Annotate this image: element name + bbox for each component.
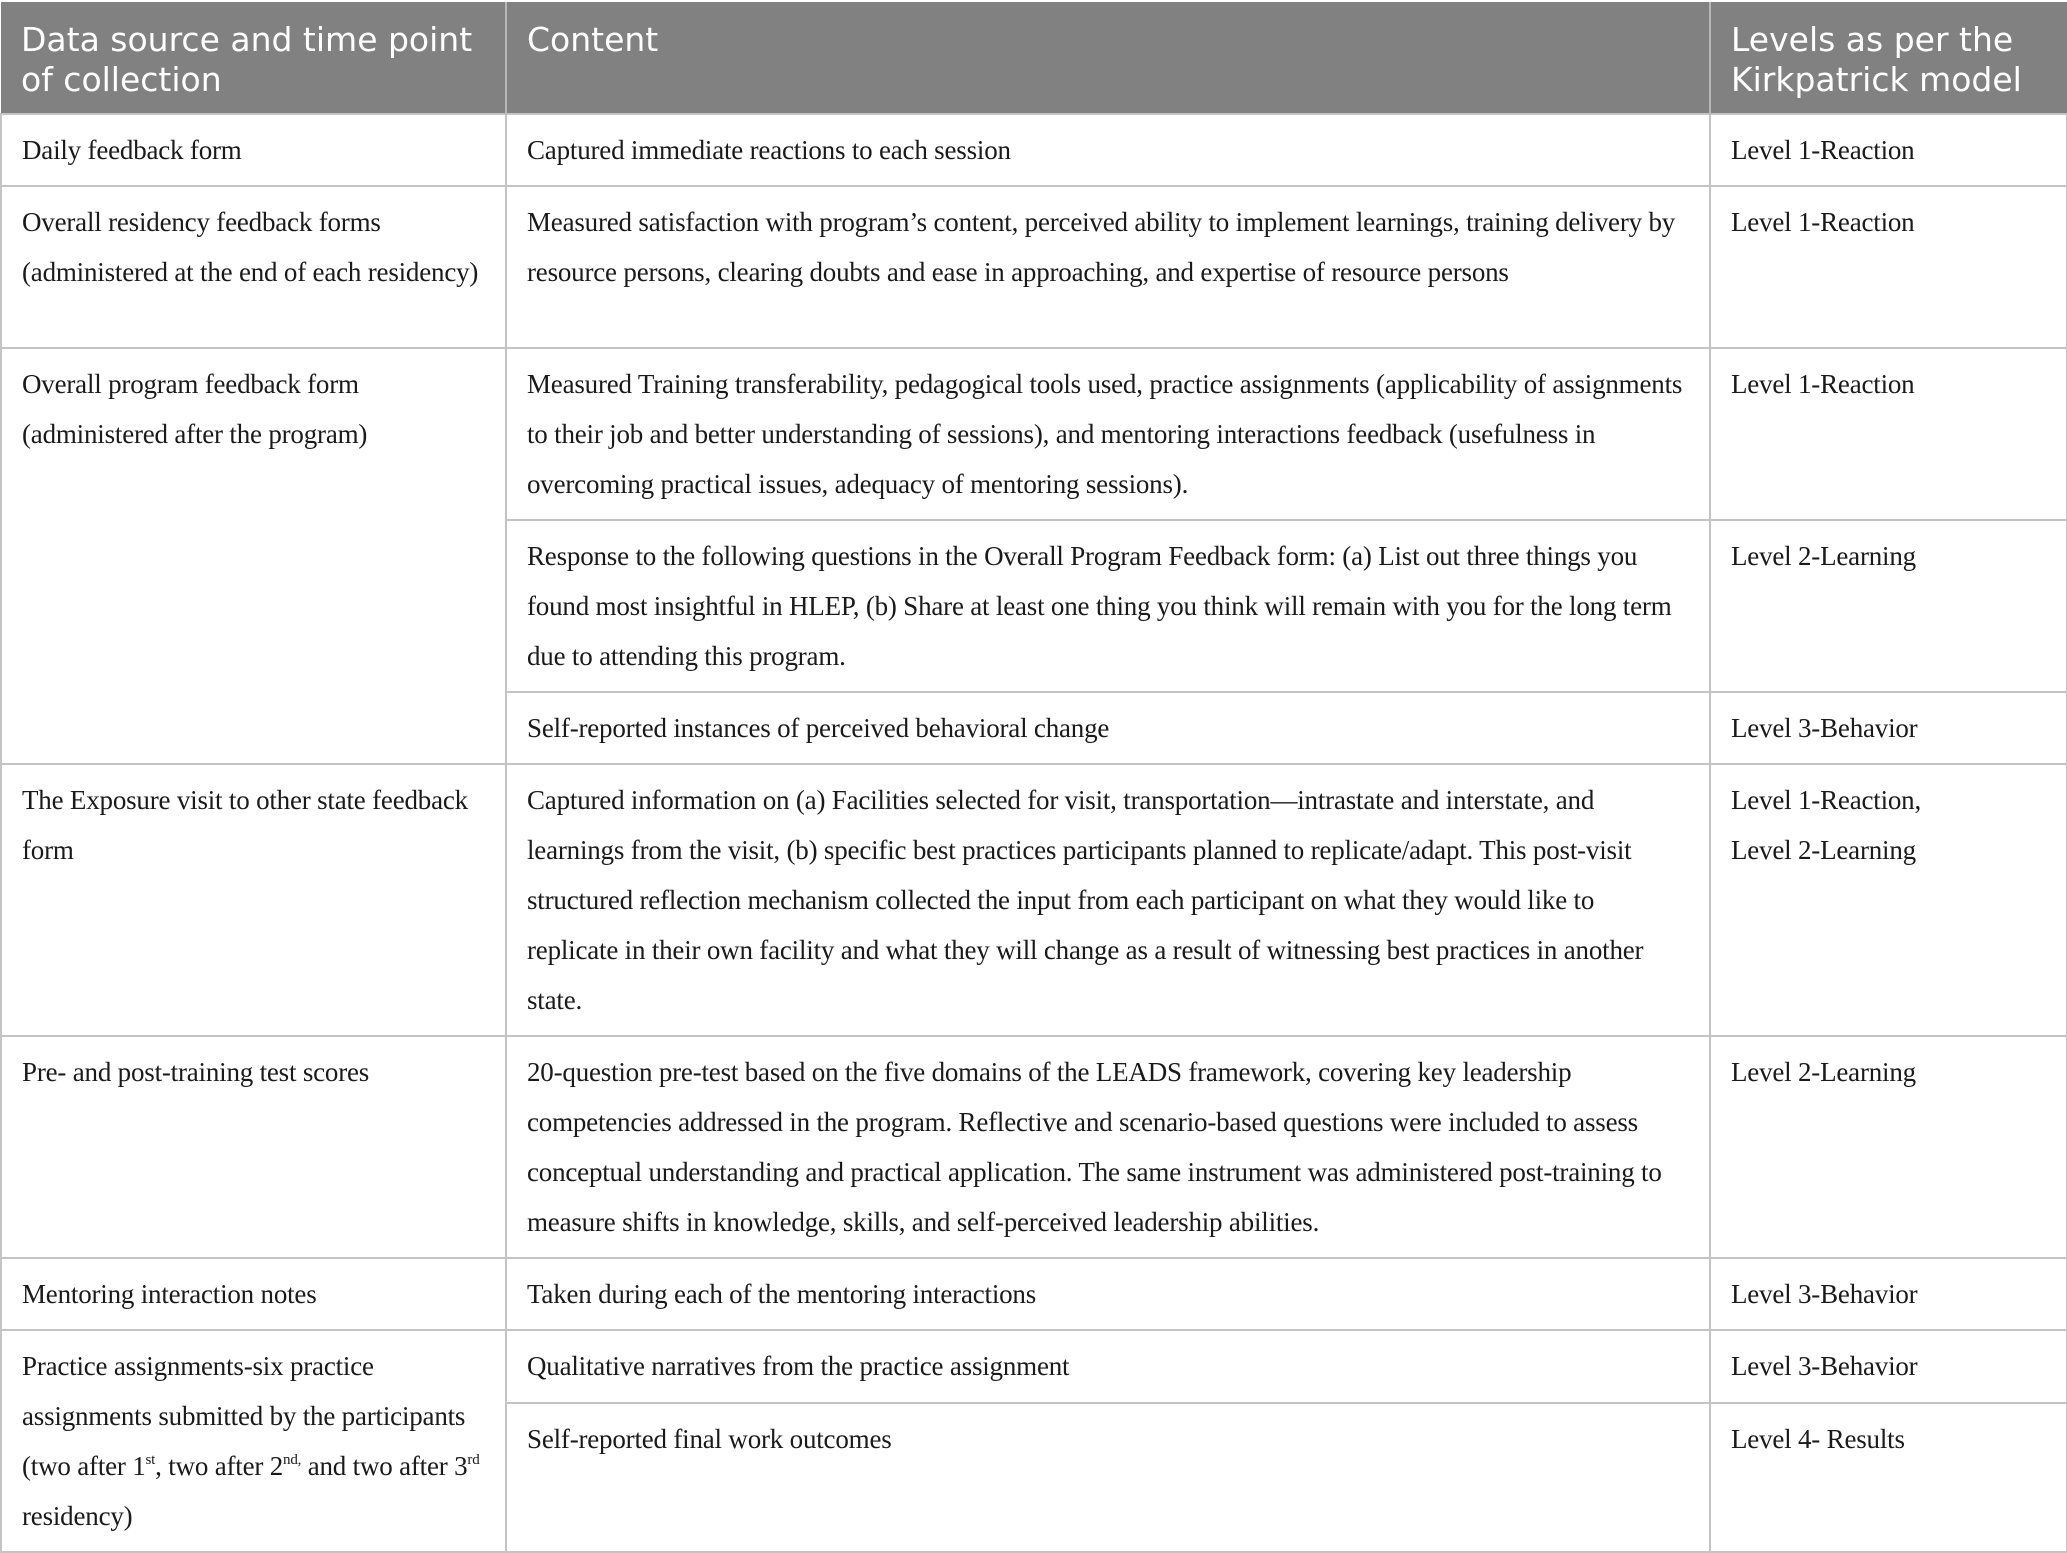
cell-level: Level 1-Reaction [1710,348,2067,520]
cell-source [1,1330,506,1552]
header-row [1,2,2067,114]
cell-level: Level 3-Behavior [1710,1330,2067,1403]
cell-level: Level 2-Learning [1710,1036,2067,1258]
cell-content: Measured satisfaction with program’s content, perceived ability to implement learnings, training delivery by resource persons, clearing doubts and ease in approaching, and expertise of resource persons [506,186,1710,348]
cell-source: Pre- and post-training test scores [1,1036,506,1258]
table-row [1,114,2067,186]
cell-content: Response to the following questions in the Overall Program Feedback form: (a) List out three things you found most insightful in HLEP, (b) Share at least one thing you think will remain with you for the long term due to attending this program. [506,520,1710,692]
cell-level: Level 4- Results [1710,1403,2067,1552]
table-row [1,1036,2067,1258]
cell-level: Level 2-Learning [1710,520,2067,692]
table-header [1,2,2067,114]
cell-content: 20-question pre-test based on the five domains of the LEADS framework, covering key leadership competencies addressed in the program. Reflective and scenario-based questions were included to assess conceptual understanding and practical application. The same instrument was administered post-training to measure shifts in knowledge, skills, and self-perceived leadership abilities. [506,1036,1710,1258]
table-body [1,114,2067,1552]
table-row [1,764,2067,1036]
cell-level: Level 1-Reaction [1710,114,2067,186]
cell-content: Taken during each of the mentoring interactions [506,1258,1710,1330]
table-row [1,348,2067,520]
table-row [1,1330,2067,1403]
cell-level [1710,764,2067,1036]
source-text: Practice assignments-six practice assignments submitted by the participants (two after 1 [22,1351,466,1481]
kirkpatrick-data-sources-table [0,2,2067,1553]
table-row [1,1258,2067,1330]
header-levels: Levels as per the Kirkpatrick model [1710,2,2067,114]
superscript: nd, [283,1452,302,1468]
source-text: , two after 2 [155,1451,284,1481]
cell-content: Qualitative narratives from the practice assignment [506,1330,1710,1403]
superscript: rd [467,1452,480,1468]
header-content: Content [506,2,1710,114]
cell-level: Level 3-Behavior [1710,692,2067,764]
cell-content: Captured information on (a) Facilities selected for visit, transportation—intrastate and interstate, and learnings from the visit, (b) specific best practices participants planned to replicate/adapt. This post-visit structured reflection mechanism collected the input from each participant on what they would like to replicate in their own facility and what they will change as a result of witnessing best practices in another state. [506,764,1710,1036]
cell-level: Level 1-Reaction [1710,186,2067,348]
level-reaction: Level 1-Reaction, [1731,785,1922,815]
cell-source: Daily feedback form [1,114,506,186]
cell-content: Measured Training transferability, pedagogical tools used, practice assignments (applicability of assignments to their job and better understanding of sessions), and mentoring interactions feedback (usefulness in overcoming practical issues, adequacy of mentoring sessions). [506,348,1710,520]
cell-source: Overall residency feedback forms (administered at the end of each residency) [1,186,506,348]
cell-source: Mentoring interaction notes [1,1258,506,1330]
cell-content: Self-reported final work outcomes [506,1403,1710,1552]
cell-source: Overall program feedback form (administered after the program) [1,348,506,764]
header-data-source: Data source and time point of collection [1,2,506,114]
cell-content: Self-reported instances of perceived behavioral change [506,692,1710,764]
cell-level: Level 3-Behavior [1710,1258,2067,1330]
superscript: st [145,1452,156,1468]
cell-source: The Exposure visit to other state feedback form [1,764,506,1036]
cell-content: Captured immediate reactions to each session [506,114,1710,186]
level-learning: Level 2-Learning [1731,835,1916,865]
table-row [1,186,2067,348]
source-text: residency) [22,1501,133,1531]
source-text: and two after 3 [301,1451,468,1481]
